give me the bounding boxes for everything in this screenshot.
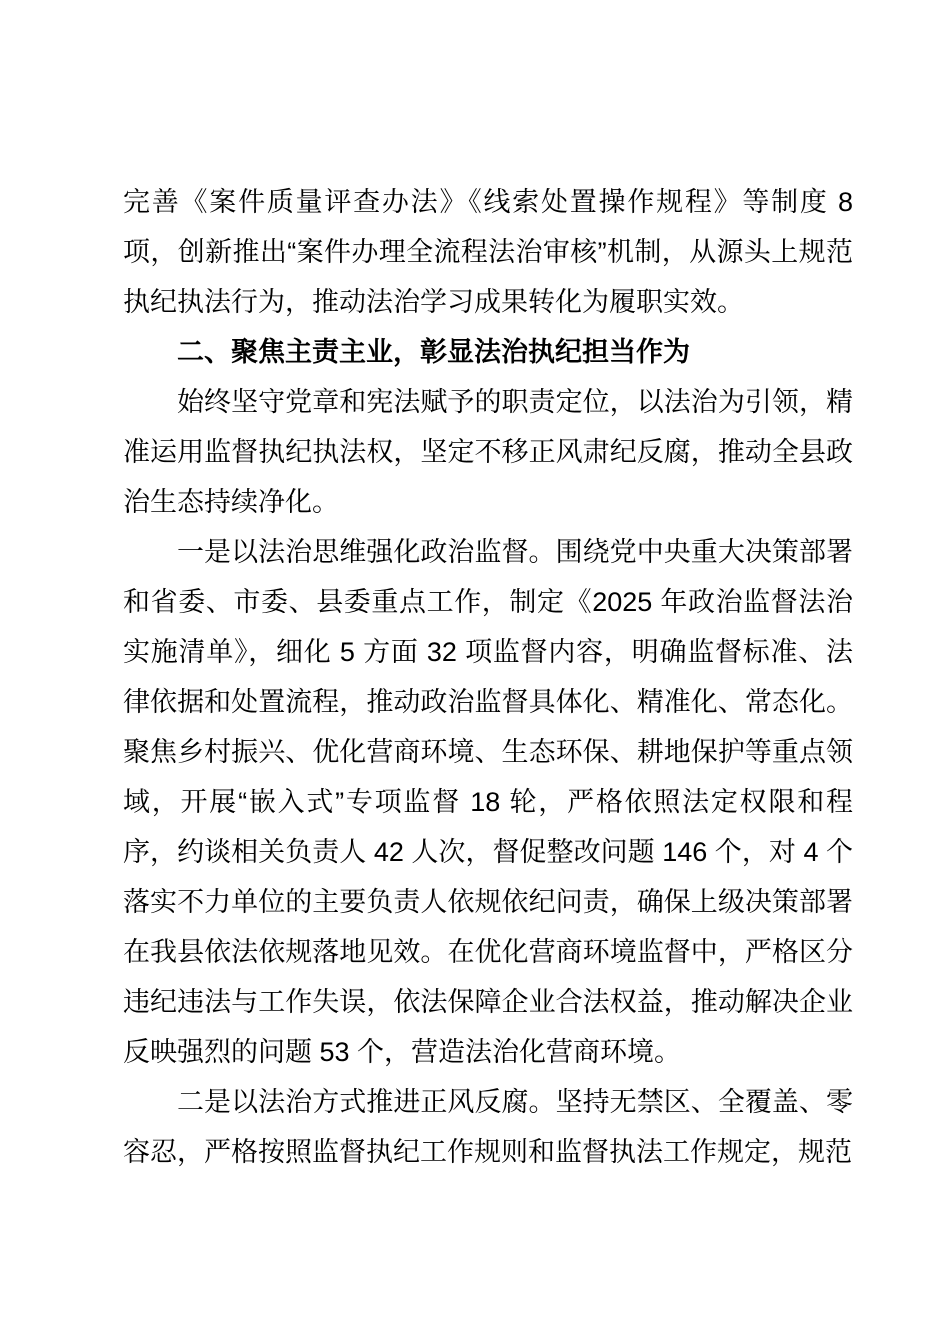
- paragraph-point-2: 二是以法治方式推进正风反腐。坚持无禁区、全覆盖、零容忍，严格按照监督执纪工作规则和监督执法工作规定，规范: [123, 1087, 853, 1167]
- paragraph-overview: 始终坚守党章和宪法赋予的职责定位，以法治为引领，精准运用监督执纪执法权，坚定不移正风肃纪反腐，推动全县政治生态持续净化。: [123, 387, 853, 517]
- section-heading-2: 二、聚焦主责主业，彰显法治执纪担当作为: [177, 337, 690, 367]
- paragraph-point-1: 一是以法治思维强化政治监督。围绕党中央重大决策部署和省委、市委、县委重点工作，制定《2025 年政治监督法治实施清单》，细化 5 方面 32 项监督内容，明确监督标准、法律依据和处置流程，推动政治监督具体化、精准化、常态化。聚焦乡村振兴、优化营商环境、生态环保、耕地保护等重点领域，开展“嵌入式”专项监督 18 轮，严格依照法定权限和程序，约谈相关负责人 42 人次，督促整改问题 146 个，对 4 个落实不力单位的主要负责人依规依纪问责，确保上级决策部署在我县依法依规落地见效。在优化营商环境监督中，严格区分违纪违法与工作失误，依法保障企业合法权益，推动解决企业反映强烈的问题 53 个，营造法治化营商环境。: [123, 537, 853, 1067]
- paragraph-continuation: 完善《案件质量评查办法》《线索处置操作规程》等制度 8 项，创新推出“案件办理全流程法治审核”机制，从源头上规范执纪执法行为，推动法治学习成果转化为履职实效。: [123, 187, 853, 317]
- document-body: [123, 177, 853, 1177]
